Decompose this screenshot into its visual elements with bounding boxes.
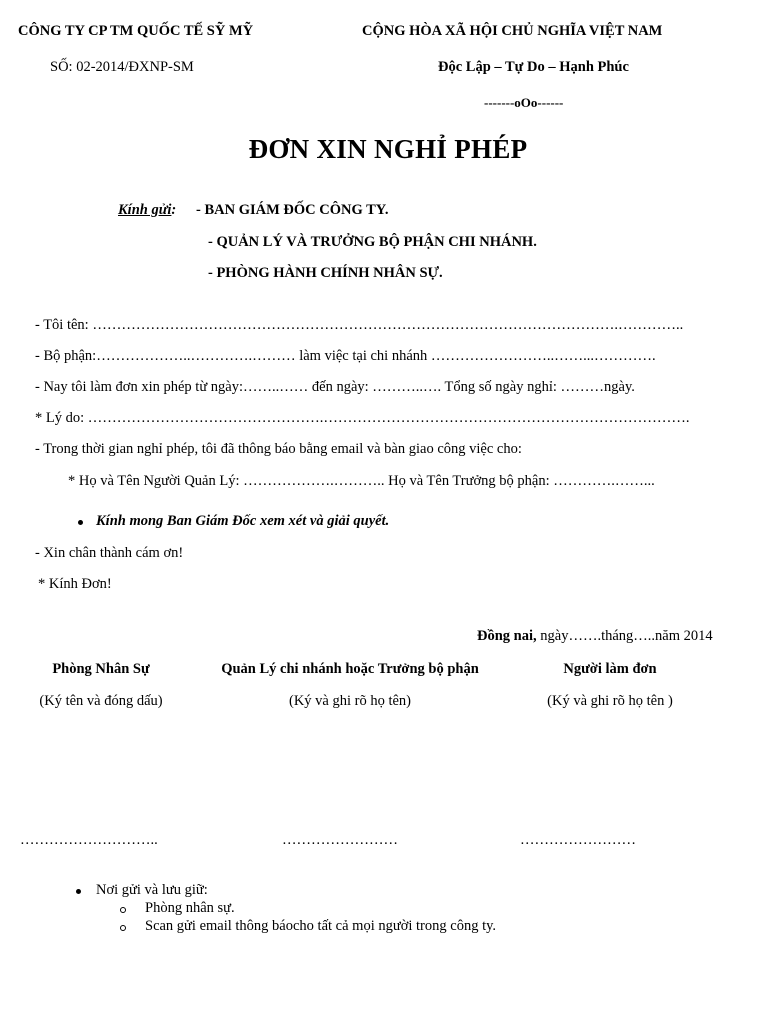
national-motto: Độc Lập – Tự Do – Hạnh Phúc	[438, 59, 629, 75]
date-line	[477, 629, 713, 644]
recipient-line-3: - PHÒNG HÀNH CHÍNH NHÂN SỰ.	[208, 265, 443, 281]
recipient-line-1: - BAN GIÁM ĐỐC CÔNG TY.	[196, 202, 389, 218]
document-title: ĐƠN XIN NGHỈ PHÉP	[248, 134, 528, 164]
company-name: CÔNG TY CP TM QUỐC TẾ SỸ MỸ	[18, 23, 254, 39]
distribution-bullet-icon	[76, 889, 81, 894]
signature-note-applicant: (Ký và ghi rõ họ tên )	[547, 693, 673, 709]
distribution-label: Nơi gửi và lưu giữ:	[96, 882, 208, 898]
signature-role-applicant: Người làm đơn	[563, 661, 657, 677]
field-managers: * Họ và Tên Người Quản Lý: ……………….……….. Họ và Tên Trưởng bộ phận: ………….……...	[68, 473, 655, 489]
signature-role-hr: Phòng Nhân Sự	[52, 661, 150, 677]
signature-role-manager: Quản Lý chi nhánh hoặc Trưởng bộ phận	[221, 661, 479, 677]
distribution-item-1-bullet-icon	[120, 907, 126, 913]
signature-line-applicant: ……………………	[520, 832, 636, 848]
header-separator: -------oOo------	[484, 95, 564, 110]
field-department: - Bộ phận:………………..………….……… làm việc tại chi nhánh ……………………..……...………….	[35, 348, 656, 364]
date-rest: ngày…….tháng…..năm 2014	[536, 628, 713, 644]
document-number: SỐ: 02-2014/ĐXNP-SM	[50, 59, 194, 75]
field-handover: - Trong thời gian nghỉ phép, tôi đã thông báo bằng email và bàn giao công việc cho:	[35, 441, 522, 457]
request-bullet-icon	[78, 520, 83, 525]
signature-line-manager: ……………………	[282, 832, 398, 848]
field-dates: - Nay tôi làm đơn xin phép từ ngày:……..…… đến ngày: ………..…. Tổng số ngày nghỉ: ………ngày.	[35, 379, 635, 395]
signature-note-hr: (Ký tên và đóng dấu)	[39, 693, 163, 709]
nation-name: CỘNG HÒA XÃ HỘI CHỦ NGHĨA VIỆT NAM	[362, 23, 663, 39]
recipient-line-2: - QUẢN LÝ VÀ TRƯỞNG BỘ PHẬN CHI NHÁNH.	[208, 234, 537, 250]
signature-line-hr: ………………………..	[20, 832, 158, 848]
request-text: Kính mong Ban Giám Đốc xem xét và giải quyết.	[96, 513, 390, 529]
distribution-item-1: Phòng nhân sự.	[145, 900, 235, 916]
recipient-colon: :	[171, 202, 177, 218]
distribution-item-2-bullet-icon	[120, 925, 126, 931]
field-reason: * Lý do: ………………………………………….………………………………………………………………….	[35, 410, 690, 426]
field-name: - Tôi tên: ……………………………………………………………………………………………….…………..	[35, 317, 684, 333]
date-place: Đồng nai,	[477, 628, 537, 644]
closing-text: * Kính Đơn!	[38, 576, 112, 592]
signature-note-manager: (Ký và ghi rõ họ tên)	[288, 693, 411, 709]
recipient-label: Kính gửi	[118, 202, 172, 218]
distribution-item-2: Scan gửi email thông báocho tất cả mọi người trong công ty.	[145, 918, 497, 934]
thanks-text: - Xin chân thành cám ơn!	[35, 545, 184, 561]
recipient-label-row	[118, 203, 176, 218]
